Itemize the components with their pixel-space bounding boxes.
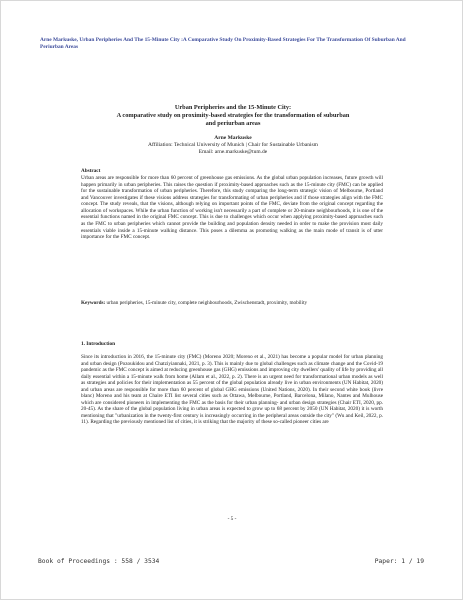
- introduction-heading: 1. Introduction: [81, 341, 116, 347]
- keywords-text: urban peripheries, 15-minute city, complete neighbourhoods, Zwischenstadt, proximity, mobility: [106, 300, 308, 306]
- author-name: Arne Markuske: [214, 135, 252, 141]
- abstract-body: Urban areas are responsible for more than 60 percent of greenhouse gas emissions. As the global urban population increases, future growth will happen primarily in urban peripheries. This raises the question if proximity-based approaches such as the 15-minute city (FMC) can be applied for the sustainable transformation of urban peripheries. Therefore, this study comparing the long-term strategic vision of Melbourne, Portland and Vancouver investigates if these visions address strategies for transformating of urban peripheries and if those strategies align with the FMC concept. The study reveals, that the visions, although relying on important points of the FMC, deviate from the original concept regarding the allocation of workspaces. While the urban function of working isn't necessarily a part of complete or 20-minute neighbourhoods, it is one of the essential functions named in the original FMC concept. This is due to challenges which occur when applying proximity-based approaches such as the FMC to urban peripheries which cannot provide the building and population density needed in order to make the provision most daily essentials viable inside a 15-minute walking distance. This poses a dilemma as promoting walking as the main mode of transit is of utter importance for the FMC concept.: [81, 175, 383, 241]
- page-number: - 5 -: [227, 516, 237, 522]
- author-affiliation: Affiliation: Technical University of Munich | Chair for Sustainable Urbanism: [148, 142, 318, 148]
- paper-title: [78, 104, 388, 129]
- title-main: Urban Peripheries and the 15-Minute City:: [174, 104, 292, 111]
- footer-paper-count: Paper: 1 / 19: [374, 558, 424, 565]
- abstract-section: [81, 168, 383, 241]
- introduction-body: Since its introduction in 2016, the 15-minute city (FMC) (Moreno 2020; Moreno et al., 2021) has become a popular model for urban planning and urban design (Pozoukidou and Chatziyiannaki, 2021, p. 3). This is mainly due to global challenges such as climate change and the Covid-19 pandemic as the FMC concept is aimed at reducing greenhouse gas (GHG) emissions and improving city dwellers' quality of life by providing all daily essential within a 15-minute walk from home (Allam et al., 2022, p. 2). There is an urgent need for transformational urban models as well as strategies and policies for their implementation as 55 percent of the global population already live in urban environments (UN Habitat, 2020) and urban areas are responsible for more than 60 percent of global GHG emissions (United Nations, 2020). In their second white book (livre blanc) Moreno and his team at Chaire ETI list several cities such as Ottawa, Melbourne, Portland, Barcelona, Milano, Nantes and Mulhouse which are considered pioneers in implementing the FMC as the basis for their urban planning- and urban design strategies (Chair ETI, 2020, pp. 20-45). As the share of the global population living in urban areas is expected to grow up to 68 percent by 2050 (UN Habitat, 2020) it is worth mentioning that "urbanization in the twenty-first century is increasingly occurring in the peripheral areas outside the city" (Wu and Keil, 2022, p. 11). Regarding the previously mentioned list of cities, it is striking that the majority of these so-called pioneer cities are: [81, 354, 383, 426]
- title-sub-line-1: A comparative study on proximity-based strategies for the transformation of suburban: [116, 112, 350, 120]
- footer-book-proceedings: Book of Proceedings : 558 / 3534: [38, 558, 160, 565]
- keywords-label: Keywords:: [81, 300, 106, 306]
- keywords: [81, 300, 383, 307]
- author-email: Email: arne.markuske@tum.de: [198, 149, 268, 155]
- running-head: Arne Markuske, Urban Peripheries And The 15-Minute City :A Comparative Study On Proximity-Based Strategies For The Transformation Of Suburban And Periurban Areas: [40, 37, 406, 50]
- author-block: [80, 135, 386, 156]
- abstract-heading: Abstract: [81, 168, 101, 174]
- title-sub-line-2: and periurban areas: [205, 120, 261, 128]
